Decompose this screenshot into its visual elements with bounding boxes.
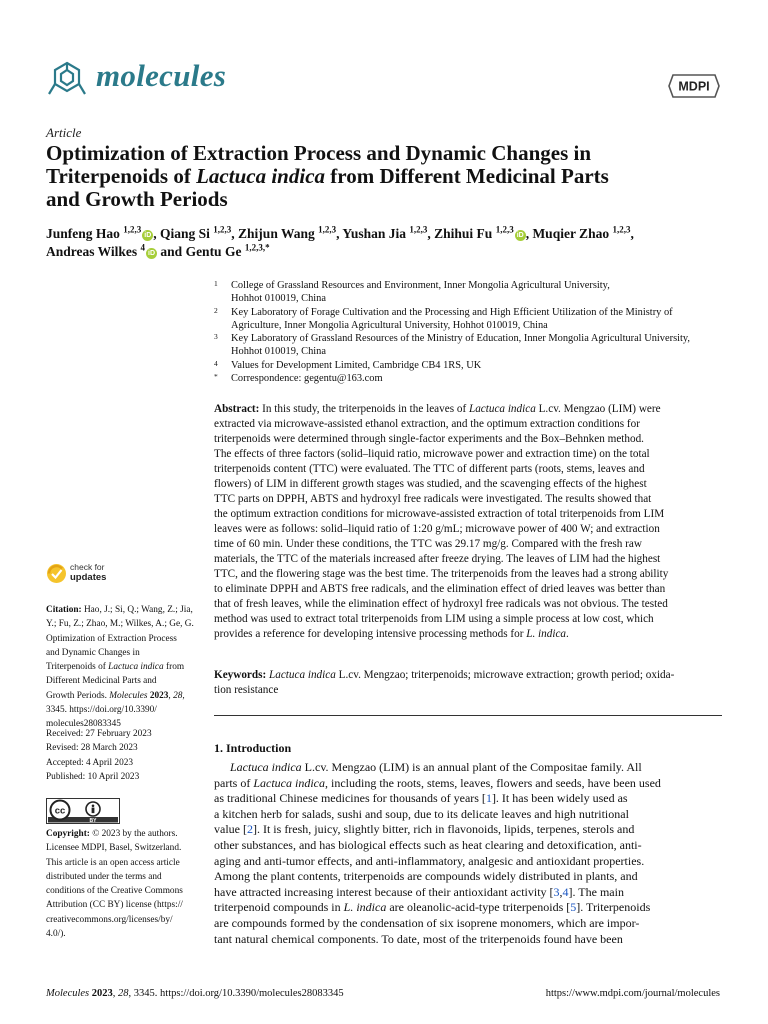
author-name: Zhijun Wang [238, 226, 315, 241]
copyright-label: Copyright: [46, 829, 90, 839]
citation-line: 3345. https://doi.org/10.3390/ [46, 705, 157, 716]
author-name: Junfeng Hao [46, 226, 120, 241]
mdpi-logo [668, 73, 720, 99]
reference-link[interactable]: 4 [562, 884, 569, 899]
body-line: have attracted increasing interest because of their antioxidant activity [3,4]. The main [214, 884, 624, 899]
body-line: as traditional Chinese medicines for thousands of years [1]. It has been widely used as [214, 791, 628, 806]
author-line-1: Junfeng Hao $^{1,2,3}$iD , Qiang Si $^{1,2,3}$, Zhijun Wang $^{1,2,3}$, Yushan Jia $^{1,2,3}$, Zhihui Fu $^{1,2,3}$iD , Muqier Zhao $^{1,2,3}$, [46, 224, 634, 241]
body-line: tant natural chemical components. To date, most of the triterpenoids found have been [214, 931, 623, 946]
footer-citation: Molecules 2023, 28, 3345. https://doi.org/10.3390/molecules28083345 [46, 988, 344, 999]
affiliation-item [214, 332, 734, 359]
author-affiliation-marks: 1,2,3 [318, 224, 337, 235]
author-line-2: Andreas Wilkes $^4$iD and Gentu Ge $^{1,2,3,*}$ [46, 242, 270, 259]
author-affiliation-marks: 1,2,3 [123, 224, 142, 235]
citation-line: and Dynamic Changes in [46, 647, 140, 658]
date-published: Published: 10 April 2023 [46, 771, 140, 782]
affiliation-text: Correspondence: gegentu@163.com [231, 373, 383, 385]
author-name: Qiang Si [160, 226, 210, 241]
citation-line: Triterpenoids of Lactuca indica from [46, 662, 185, 673]
affiliation-item [214, 279, 734, 306]
affiliations [214, 279, 734, 385]
affiliation-text: Key Laboratory of Grassland Resources of the Ministry of Education, Inner Mongolia Agricultural University, Hohhot 010019, China [231, 333, 690, 358]
keywords: Keywords: Lactuca indica L.cv. Mengzao; triterpenoids; microwave extraction; growth period; oxida- tion resistance [214, 669, 675, 696]
molecules-logo-icon [46, 60, 88, 98]
copyright-line: Attribution (CC BY) license (https:// [46, 900, 183, 911]
author-affiliation-marks: 1,2,3 [495, 224, 514, 235]
reference-link[interactable]: 3 [553, 884, 560, 899]
check-for-updates-button[interactable] [46, 563, 116, 585]
author-list [46, 225, 736, 261]
affiliation-number: 4 [214, 358, 218, 368]
section-heading-introduction: 1. Introduction [214, 741, 292, 755]
body-line: parts of Lactuca indica, including the roots, stems, leaves, flowers and seeds, have been used [214, 775, 661, 790]
orcid-icon[interactable]: iD [144, 232, 152, 239]
mdpi-logo-text: MDPI [678, 79, 710, 94]
author-name: Yushan Jia [342, 226, 407, 241]
affiliation-text: College of Grassland Resources and Environment, Inner Mongolia Agricultural University, Hohhot 010019, China [231, 280, 610, 305]
footer-journal-url[interactable]: https://www.mdpi.com/journal/molecules [545, 988, 720, 999]
affiliation-item [214, 359, 734, 372]
copyright-block [46, 827, 201, 941]
copyright-line: Licensee MDPI, Basel, Switzerland. [46, 843, 182, 854]
reference-link[interactable]: 1 [485, 791, 492, 806]
author-affiliation-marks: 1,2,3 [612, 224, 631, 235]
citation-label: Citation: [46, 605, 82, 615]
cc-by-license-badge[interactable] [46, 798, 120, 824]
body-line: value [2]. It is fresh, juicy, slightly bitter, rich in flavonoids, lipids, terpenes, sterols and [214, 822, 635, 837]
reference-link[interactable]: 5 [570, 900, 577, 915]
copyright-line: This article is an open access article [46, 857, 180, 868]
abstract: Abstract: In this study, the triterpenoids in the leaves of Lactuca indica L.cv. Mengzao (LIM) were extracted via microwave-assisted ethanol extraction, and the optimum extraction conditions for triterpenoids were determined through single-factor experiments and the Box–Behnken method. The effects of three factors (solid–liquid ratio, microwave power and extraction time) on the total triterpenoids content (TTC) were evaluated. The TTC of different parts (roots, stems, leaves and flowers) of LIM in different growth stages was studied, and the scavenging effects of the highest TTC parts on DPPH, ABTS and hydroxyl free radicals were investigated. The results showed that the optimum extraction conditions for microwave-assisted extraction of total triterpenoids from LIM leaves were as follows: solid–liquid ratio of 1:20 g/mL; microwave power of 400 W; and extraction time of 60 min. Under these conditions, the TTC was 29.17 mg/g. Compared with the fresh raw materials, the TTC of the materials increased after freeze drying. The leaves of LIM had the highest TTC, and the flowering stage was the best time. The triterpenoids from the leaves had a strong ability to eliminate DPPH and ABTS free radicals, and the elimination effect of dried leaves was better than that of fresh leaves, while the elimination effect of hydroxyl free radicals was not obvious. The tested method was used to extract total triterpenoids from LIM using a simple process at low cost, which provides a reference for developing intensive processing methods for L. indica. [214, 403, 669, 640]
date-received: Received: 27 February 2023 [46, 729, 152, 739]
body-line: aging and anti-tumor effects, and anti-inflammatory, analgesic and antioxidant properties. [214, 853, 645, 868]
article-type: Article [46, 125, 82, 140]
affiliation-number: 3 [214, 332, 218, 342]
section-divider [214, 715, 722, 716]
citation-line: Y.; Fu, Z.; Zhao, M.; Wilkes, A.; Ge, G. [46, 619, 194, 630]
abstract-label: Abstract: [214, 403, 260, 415]
affiliation-number: 1 [214, 279, 218, 288]
body-line: Lactuca indica L.cv. Mengzao (LIM) is an annual plant of the Compositae family. All [230, 760, 642, 774]
citation-line: Growth Periods. Molecules 2023, 28, [46, 690, 185, 701]
author-name: Andreas Wilkes [46, 244, 138, 259]
citation-line: Citation: Hao, J.; Si, Q.; Wang, Z.; Jia, [46, 605, 193, 615]
orcid-icon[interactable]: iD [516, 232, 524, 239]
affiliation-item [214, 372, 734, 385]
publication-dates [46, 727, 201, 784]
date-accepted: Accepted: 4 April 2023 [46, 757, 134, 768]
author-name: Muqier Zhao [532, 226, 610, 241]
orcid-icon[interactable]: iD [148, 250, 156, 257]
copyright-line: conditions of the Creative Commons [46, 886, 183, 897]
check-for-text: check for [70, 562, 105, 572]
reference-link[interactable]: 2 [246, 822, 253, 837]
citation-line: molecules28083345 [46, 719, 121, 730]
copyright-line: Copyright: © 2023 by the authors. [46, 829, 178, 839]
article-title: Optimization of Extraction Process and Dynamic Changes in Triterpenoids of Lactuca indica from Different Medicinal Parts and Growth Periods [46, 141, 609, 211]
body-line: other substances, and has biological effects such as heat clearing and detoxification, anti- [214, 837, 642, 852]
body-line: Among the plant contents, triterpenoids are compounds widely distributed in plants, and [214, 869, 638, 884]
body-line: are compounds formed by the condensation of six isoprene monomers, which are impor- [214, 915, 640, 930]
affiliation-item [214, 306, 734, 333]
copyright-line: creativecommons.org/licenses/by/ [46, 914, 173, 925]
author-affiliation-marks: 1,2,3,* [244, 242, 270, 253]
updates-text: updates [70, 571, 107, 583]
affiliation-number: * [214, 372, 218, 382]
author-name: Zhihui Fu [434, 226, 493, 241]
author-affiliation-marks: 1,2,3 [409, 224, 428, 235]
copyright-line: distributed under the terms and [46, 871, 162, 882]
citation-line: Different Medicinal Parts and [46, 676, 157, 687]
keywords-label: Keywords: [214, 669, 267, 681]
affiliation-text: Key Laboratory of Forage Cultivation and the Processing and High Efficient Utilization of the Ministry of Agriculture, Inner Mongolia Agricultural University, Hohhot 010019, China [231, 306, 673, 331]
body-line: a kitchen herb for salads, sushi and soup, due to its delicate leaves and high nutritional [214, 806, 629, 821]
citation-block [46, 603, 201, 732]
affiliation-text: Values for Development Limited, Cambridge CB4 1RS, UK [231, 359, 482, 371]
copyright-line: 4.0/). [46, 929, 66, 940]
author-affiliation-marks: 4 [140, 242, 146, 253]
introduction-body [214, 760, 722, 947]
affiliation-number: 2 [214, 305, 218, 315]
author-name: Gentu Ge [185, 244, 242, 259]
journal-name: molecules [96, 58, 227, 93]
check-updates-icon [46, 563, 67, 584]
svg-text:cc: cc [54, 805, 66, 817]
cc-by-text: BY [89, 818, 97, 824]
date-revised: Revised: 28 March 2023 [46, 743, 138, 754]
body-line: triterpenoid compounds in L. indica are oleanolic-acid-type triterpenoids [5]. Triterpenoids [214, 900, 651, 915]
author-affiliation-marks: 1,2,3 [213, 224, 232, 235]
citation-line: Optimization of Extraction Process [46, 633, 177, 644]
